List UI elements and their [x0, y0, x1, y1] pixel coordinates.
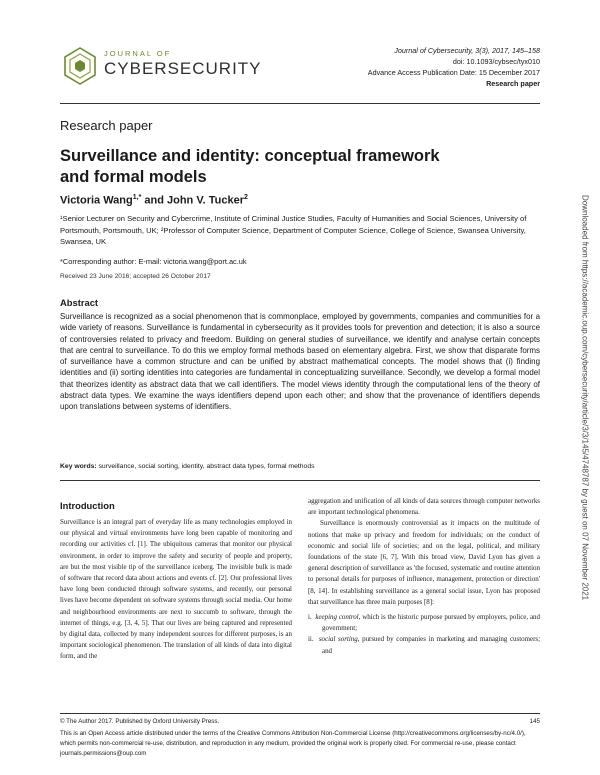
- page-title: Surveillance and identity: conceptual framework and formal models: [60, 147, 440, 186]
- section-rule: [60, 480, 540, 481]
- introduction-heading: Introduction: [60, 500, 115, 511]
- copyright: © The Author 2017. Published by Oxford University Press.: [60, 718, 220, 725]
- footer-rule: [60, 713, 540, 714]
- header-rule: [60, 103, 540, 104]
- corresponding-author: *Corresponding author: E-mail: victoria.wang@port.ac.uk: [60, 257, 247, 266]
- page-number: 145: [529, 718, 540, 725]
- keywords-text: surveillance, social sorting, identity, abstract data types, formal methods: [96, 463, 315, 470]
- keywords-label: Key words:: [60, 463, 97, 470]
- col2-paragraph-2: Surveillance is enormously controversial as it impacts on the multitude of notions that make up privacy and freedom for individuals; on the conduct of economic and social life of societies; and on the legal, political, and military foundations of the state [6, 7]. With this broad view, David Lyon has given a general description of surveillance as 'the focused, systematic and routine attention to personal details for purposes of influence, management, protection or direction' [8, 14]. In establishing surveillance as a general social issue, Lyon has proposed that surveillance has three main purposes [8]:: [308, 519, 540, 606]
- col2-paragraph-1: aggregation and unification of all kinds of data sources through computer networks are important technological phenomena.: [308, 497, 540, 517]
- article-type: Research paper: [60, 118, 153, 133]
- column-2: [308, 496, 540, 657]
- advance-access: Advance Access Publication Date: 15 December 2017: [367, 68, 540, 77]
- column-1-text: Surveillance is an integral part of everyday life as many technologies employed in our physical and virtual environments have long been capable of monitoring and recording our activities cf. [1]. The ubiquitous cameras that monitor our physical environment, in order to improve the safety and security of people and property, are but the most visible tip of the surveillance iceberg. The invisible bulk is made of software that record data about actions and events cf. [2]. Our professional lives have long been conducted through software systems, and recently, our personal lives have become dependent on software systems through social media. Our home and neighbourhood environments are next to succumb to software, through the internet of things, e.g. [3, 4, 5]. That our lives are being captured and represented by digital data, collected by many independent sources for different purposes, is an important sociological phenomenon. The translation of all kinds of data into digital form, and the: [60, 518, 292, 661]
- logo-journal-text: JOURNAL OF: [104, 49, 172, 58]
- abstract-heading: Abstract: [60, 297, 99, 308]
- abstract-text: Surveillance is recognized as a social phenomenon that is commonplace, employed by governments, companies and communities for a wide variety of reasons. Surveillance is fundamental in cybersecurity as it provides tools for prevention and detection; it is also a source of controversies related to privacy and freedom. Building on general studies of surveillance, we identify and analyse certain concepts that are central to surveillance. To do this we employ formal methods based on elementary algebra. First, we show that disparate forms of surveillance have a common structure and can be unified by abstract mathematical concepts. The model shows that (i) finding identities and (ii) sorting identities into categories are fundamental in conceptualizing surveillance. Secondly, we develop a formal model that theorizes identity as abstract data that we call identifiers. The model views identity through the computational lens of the theory of abstract data types. We examine the ways identifiers depend upon each other; and show that the provenance of identifiers depends upon translations between systems of identifiers.: [60, 312, 540, 412]
- author-1-sup: 1,*: [132, 194, 142, 201]
- author-1: Victoria Wang: [60, 194, 133, 207]
- article-meta: [368, 45, 540, 89]
- hexagon-logo-icon: [60, 46, 100, 86]
- license-text: This is an Open Access article distributed under the terms of the Creative Commons Attribution Non-Commercial License (http://creativecommons.org/licenses/by-nc/4.0/), which permits non-commercial re-use, distribution, and reproduction in any medium, provided the original work is properly cited. For commercial re-use, please contact journals.permissions@oup.com: [60, 730, 526, 757]
- author-2-sup: 2: [244, 194, 248, 201]
- meta-type: Research paper: [486, 79, 540, 88]
- keywords: [60, 463, 315, 470]
- list-item: i. keeping control, which is the historic purpose pursued by employers, police, and government;: [308, 613, 540, 633]
- journal-logo: [60, 46, 262, 86]
- authors-and: and: [141, 194, 167, 207]
- authors: [60, 194, 248, 207]
- doi: doi: 10.1093/cybsec/tyx010: [452, 57, 540, 66]
- affiliations: ¹Senior Lecturer on Security and Cybercrime, Institute of Criminal Justice Studies, Faculty of Humanities and Social Sciences, University of Portsmouth, Portsmouth, UK; ²Professor of Computer Science, Department of Computer Science, College of Science, Swansea University, Swansea, UK: [60, 214, 527, 246]
- list-item: ii. social sorting, pursued by companies in marketing and managing customers; and: [308, 635, 541, 655]
- download-side-note: Downloaded from https://academic.oup.com/cybersecurity/article/3/3/145/4748787 by guest on 07 November 2021: [580, 195, 590, 601]
- received-dates: Received 23 June 2016; accepted 26 October 2017: [60, 273, 211, 280]
- citation: Journal of Cybersecurity, 3(3), 2017, 145–158: [394, 46, 540, 55]
- author-2: John V. Tucker: [166, 194, 245, 207]
- logo-cybersecurity-text: CYBERSECURITY: [104, 59, 262, 78]
